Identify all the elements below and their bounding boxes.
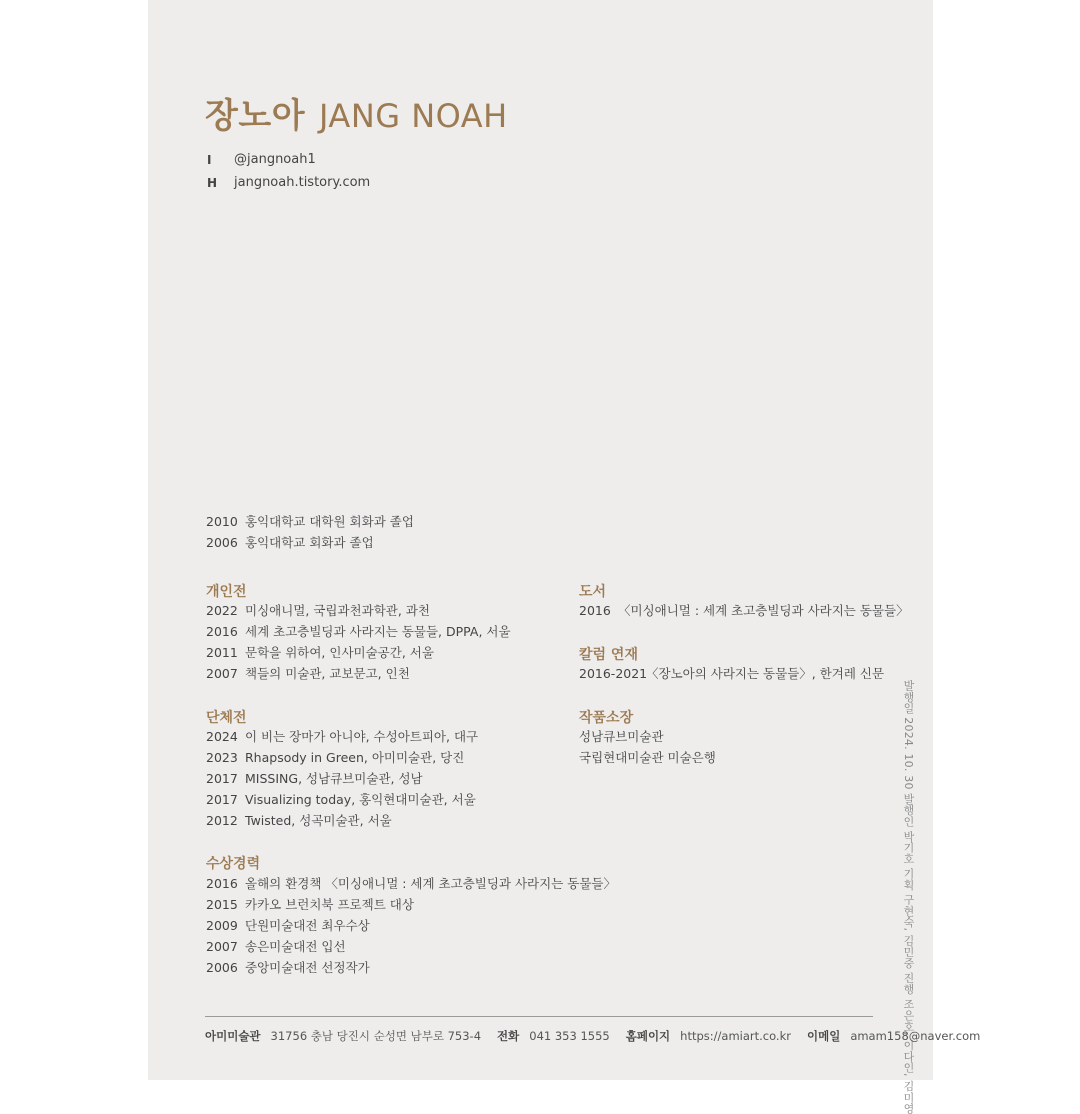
museum-address: 31756 충남 당진시 순성면 남부로 753-4 (270, 1029, 482, 1043)
group-year: 2017 (206, 770, 238, 786)
artist-name-english: JANG NOAH (319, 97, 508, 135)
award-item (206, 916, 370, 934)
award-text: 단원미술대전 최우수상 (245, 918, 370, 933)
group-year: 2023 (206, 749, 238, 765)
award-year: 2009 (206, 917, 238, 933)
awards-title: 수상경력 (206, 856, 261, 872)
collection-text: 국립현대미술관 미술은행 (579, 750, 716, 765)
award-item (206, 958, 370, 976)
group-item (206, 790, 476, 808)
award-item (206, 937, 346, 955)
solo-item (206, 601, 430, 619)
email-label: 이메일 (806, 1029, 841, 1043)
solo-item (206, 622, 511, 640)
contact-instagram (207, 148, 370, 171)
education-text: 홍익대학교 대학원 회화과 졸업 (245, 514, 414, 529)
solo-year: 2016 (206, 623, 238, 639)
group-item (206, 769, 423, 787)
homepage-label: 홈페이지 (625, 1029, 671, 1043)
phone-number: 041 353 1555 (529, 1029, 610, 1043)
education-year: 2006 (206, 534, 238, 550)
colophon: 발행일 2024. 10. 30 발행인 박기호 기획 구현숙, 김민중 진행 조은호, 이다인, 김미영 (902, 680, 915, 1114)
artist-name (205, 88, 508, 137)
solo-text: 책들의 미술관, 교보문고, 인천 (245, 666, 410, 681)
column-title: 칼럼 연재 (579, 647, 638, 663)
column-text: 〈장노아의 사라지는 동물들〉, 한겨레 신문 (646, 666, 885, 681)
group-item (206, 727, 478, 745)
phone-label: 전화 (497, 1029, 520, 1043)
education-year: 2010 (206, 513, 238, 529)
collection-item (579, 727, 664, 745)
group-year: 2012 (206, 812, 238, 828)
education-item (206, 512, 414, 530)
brochure-page (148, 0, 981, 1114)
museum-label: 아미미술관 (205, 1029, 261, 1043)
contact-key: I (207, 152, 212, 167)
homepage-url[interactable]: https://amiart.co.kr (680, 1029, 791, 1043)
group-year: 2024 (206, 728, 238, 744)
award-year: 2016 (206, 875, 238, 891)
column-years: 2016-2021 (579, 665, 648, 681)
solo-year: 2022 (206, 602, 238, 618)
contact-list (207, 148, 370, 194)
book-year: 2016 (579, 602, 611, 618)
group-item (206, 811, 392, 829)
group-year: 2017 (206, 791, 238, 807)
artist-name-korean: 장노아 (205, 96, 306, 136)
group-text: 이 비는 장마가 아니야, 수성아트피아, 대구 (245, 729, 479, 744)
education-text: 홍익대학교 회화과 졸업 (245, 535, 374, 550)
award-year: 2007 (206, 938, 238, 954)
award-text: 올해의 환경책 〈미싱애니멀 : 세계 초고층빌딩과 사라지는 동물들〉 (245, 876, 616, 891)
group-text: Visualizing today, 홍익현대미술관, 서울 (245, 792, 476, 807)
education-item (206, 533, 374, 551)
group-exhibitions-title: 단체전 (206, 710, 247, 726)
email-address[interactable]: amam158@naver.com (850, 1029, 981, 1043)
footer (205, 1028, 981, 1044)
award-item (206, 874, 616, 892)
award-year: 2006 (206, 959, 238, 975)
book-text: 〈미싱애니멀 : 세계 초고층빌딩과 사라지는 동물들〉 (618, 603, 909, 618)
instagram-handle[interactable]: @jangnoah1 (234, 152, 316, 167)
solo-exhibitions-title: 개인전 (206, 584, 247, 600)
solo-text: 세계 초고층빌딩과 사라지는 동물들, DPPA, 서울 (245, 624, 511, 639)
contact-key: H (207, 175, 218, 190)
award-text: 카카오 브런치북 프로젝트 대상 (245, 897, 414, 912)
solo-text: 문학을 위하여, 인사미술공간, 서울 (245, 645, 434, 660)
books-title: 도서 (579, 584, 607, 600)
homepage-link[interactable]: jangnoah.tistory.com (234, 175, 371, 190)
award-item (206, 895, 414, 913)
solo-item (206, 643, 434, 661)
contact-homepage (207, 171, 370, 194)
footer-divider (205, 1016, 873, 1017)
solo-text: 미싱애니멀, 국립과천과학관, 과천 (245, 603, 430, 618)
award-text: 중앙미술대전 선정작가 (245, 960, 370, 975)
group-text: MISSING, 성남큐브미술관, 성남 (245, 771, 423, 786)
book-item (579, 601, 909, 619)
group-text: Twisted, 성곡미술관, 서울 (245, 813, 392, 828)
collection-title: 작품소장 (579, 710, 634, 726)
solo-year: 2011 (206, 644, 238, 660)
award-text: 송은미술대전 입선 (245, 939, 346, 954)
column-item (579, 664, 884, 682)
solo-year: 2007 (206, 665, 238, 681)
group-text: Rhapsody in Green, 아미미술관, 당진 (245, 750, 465, 765)
award-year: 2015 (206, 896, 238, 912)
group-item (206, 748, 464, 766)
collection-item (579, 748, 716, 766)
collection-text: 성남큐브미술관 (579, 729, 664, 744)
solo-item (206, 664, 410, 682)
